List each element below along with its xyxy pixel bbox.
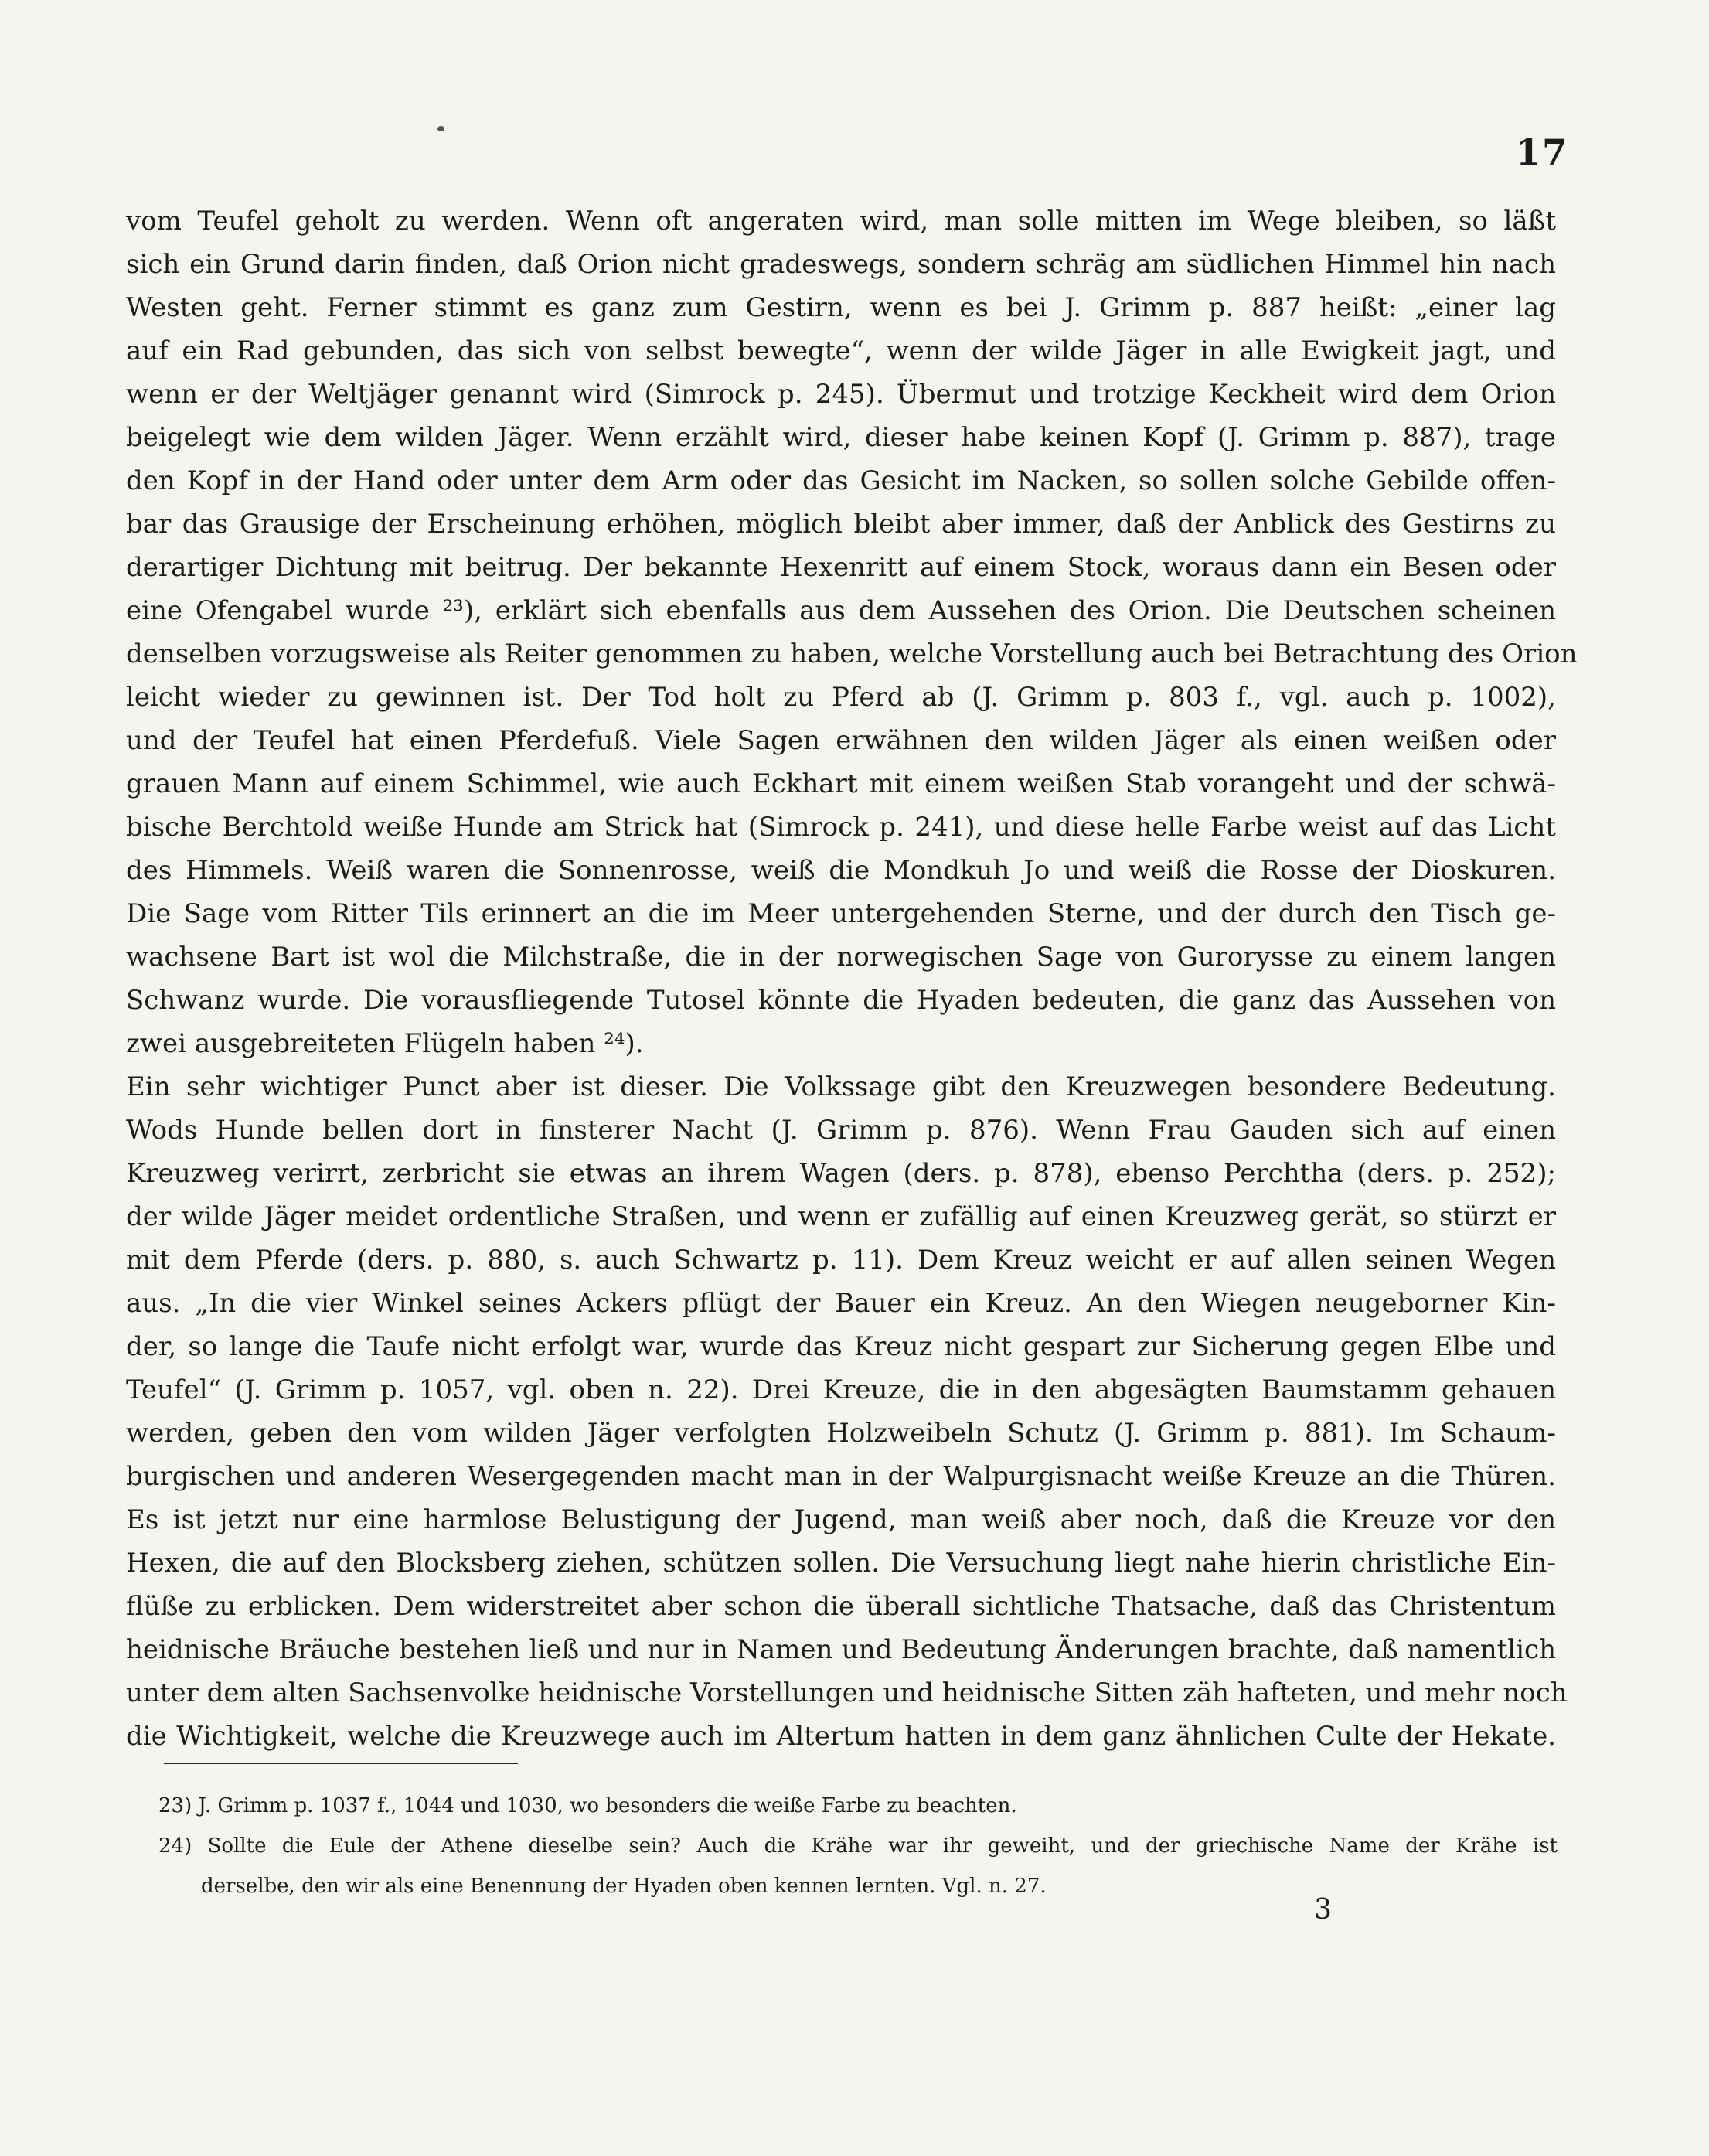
text-line: flüße zu erblicken. Dem widerstreitet aber schon die überall sichtliche Thatsache, daß das Christentum [126, 1591, 1556, 1622]
text-line: Schwanz wurde. Die vorausfliegende Tutosel könnte die Hyaden bedeuten, die ganz das Aussehen von [126, 985, 1556, 1016]
text-line: mit dem Pferde (ders. p. 880, s. auch Schwartz p. 11). Dem Kreuz weicht er auf allen seinen Wegen [126, 1245, 1556, 1276]
ink-dot [437, 126, 444, 131]
text-line: Die Sage vom Ritter Tils erinnert an die im Meer untergehenden Sterne, und der durch den Tisch ge- [126, 898, 1556, 929]
text-line: wachsene Bart ist wol die Milchstraße, die in der norwegischen Sage von Gurorysse zu einem langen [126, 942, 1556, 972]
text-line: Hexen, die auf den Blocksberg ziehen, schützen sollen. Die Versuchung liegt nahe hierin christliche Ein- [126, 1548, 1556, 1579]
text-line: und der Teufel hat einen Pferdefuß. Viele Sagen erwähnen den wilden Jäger als einen weißen oder [126, 725, 1556, 756]
footnote-24-continuation: derselbe, den wir als eine Benennung der Hyaden oben kennen lernten. Vgl. n. 27. [201, 1875, 1047, 1898]
text-line: der, so lange die Taufe nicht erfolgt war, wurde das Kreuz nicht gespart zur Sicherung gegen Elbe und [126, 1331, 1556, 1362]
sheet-signature: 3 [1314, 1894, 1332, 1926]
text-line: leicht wieder zu gewinnen ist. Der Tod holt zu Pferd ab (J. Grimm p. 803 f., vgl. auch p. 1002), [126, 682, 1556, 713]
text-line: wenn er der Weltjäger genannt wird (Simrock p. 245). Übermut und trotzige Keckheit wird dem Orion [126, 379, 1556, 410]
text-line: auf ein Rad gebunden, das sich von selbst bewegte“, wenn der wilde Jäger in alle Ewigkeit jagt, und [126, 335, 1556, 366]
paragraph-end-line: zwei ausgebreiteten Flügeln haben ²⁴). [126, 1028, 644, 1059]
footnote-divider [164, 1763, 518, 1764]
text-line: unter dem alten Sachsenvolke heidnische Vorstellungen und heidnische Sitten zäh hafteten, und mehr noch [126, 1677, 1568, 1708]
text-line: des Himmels. Weiß waren die Sonnenrosse, weiß die Mondkuh Jo und weiß die Rosse der Dioskuren. [126, 855, 1556, 886]
footnotes [158, 1786, 1558, 1906]
text-line: Teufel“ (J. Grimm p. 1057, vgl. oben n. 22). Drei Kreuze, die in den abgesägten Baumstamm gehauen [126, 1374, 1556, 1405]
text-line: sich ein Grund darin finden, daß Orion nicht gradeswegs, sondern schräg am südlichen Himmel hin nach [126, 249, 1556, 280]
text-line: burgischen und anderen Wesergegenden macht man in der Walpurgisnacht weiße Kreuze an die Thüren. [126, 1461, 1556, 1492]
text-line: bische Berchtold weiße Hunde am Strick hat (Simrock p. 241), und diese helle Farbe weist auf das Licht [126, 812, 1556, 843]
text-line: Es ist jetzt nur eine harmlose Belustigung der Jugend, man weiß aber noch, daß die Kreuze vor den [126, 1504, 1556, 1535]
text-line: grauen Mann auf einem Schimmel, wie auch Eckhart mit einem weißen Stab vorangeht und der schwä- [126, 768, 1556, 799]
text-line: Westen geht. Ferner stimmt es ganz zum Gestirn, wenn es bei J. Grimm p. 887 heißt: „einer lag [126, 292, 1556, 323]
text-line: denselben vorzugsweise als Reiter genommen zu haben, welche Vorstellung auch bei Betrachtung des Orion [126, 639, 1578, 669]
text-line: Wods Hunde bellen dort in finsterer Nacht (J. Grimm p. 876). Wenn Frau Gauden sich auf einen [126, 1115, 1556, 1146]
text-line: werden, geben den vom wilden Jäger verfolgten Holzweibeln Schutz (J. Grimm p. 881). Im Schaum- [126, 1418, 1556, 1449]
text-line: heidnische Bräuche bestehen ließ und nur in Namen und Bedeutung Änderungen brachte, daß namentlich [126, 1634, 1556, 1665]
text-line: aus. „In die vier Winkel seines Ackers pflügt der Bauer ein Kreuz. An den Wiegen neugeborner Kin- [126, 1288, 1556, 1319]
text-line: beigelegt wie dem wilden Jäger. Wenn erzählt wird, dieser habe keinen Kopf (J. Grimm p. 887), trage [126, 422, 1556, 453]
text-line: derartiger Dichtung mit beitrug. Der bekannte Hexenritt auf einem Stock, woraus dann ein Besen oder [126, 552, 1556, 583]
page-number: 17 [1515, 131, 1568, 173]
text-line: eine Ofengabel wurde ²³), erklärt sich ebenfalls aus dem Aussehen des Orion. Die Deutschen scheinen [126, 595, 1556, 626]
text-line: den Kopf in der Hand oder unter dem Arm oder das Gesicht im Nacken, so sollen solche Gebilde offen- [126, 465, 1556, 496]
text-line: die Wichtigkeit, welche die Kreuzwege auch im Altertum hatten in dem ganz ähnlichen Culte der Hekate. [126, 1721, 1556, 1752]
body-text [126, 199, 1578, 1758]
text-line: vom Teufel geholt zu werden. Wenn oft angeraten wird, man solle mitten im Wege bleiben, so läßt [126, 206, 1556, 237]
text-line: Kreuzweg verirrt, zerbricht sie etwas an ihrem Wagen (ders. p. 878), ebenso Perchtha (ders. p. 252); [126, 1158, 1556, 1189]
text-line: bar das Grausige der Erscheinung erhöhen, möglich bleibt aber immer, daß der Anblick des Gestirns zu [126, 509, 1556, 540]
text-line: der wilde Jäger meidet ordentliche Straßen, und wenn er zufällig auf einen Kreuzweg gerät, so stürzt er [126, 1201, 1556, 1232]
footnote-23: 23) J. Grimm p. 1037 f., 1044 und 1030, wo besonders die weiße Farbe zu beachten. [158, 1794, 1017, 1817]
paragraph-start-line: Ein sehr wichtiger Punct aber ist dieser. Die Volkssage gibt den Kreuzwegen besondere Bedeutung. [126, 1071, 1556, 1102]
footnote-24: 24) Sollte die Eule der Athene dieselbe sein? Auch die Krähe war ihr geweiht, und der griechische Name der Krähe ist [158, 1834, 1558, 1858]
